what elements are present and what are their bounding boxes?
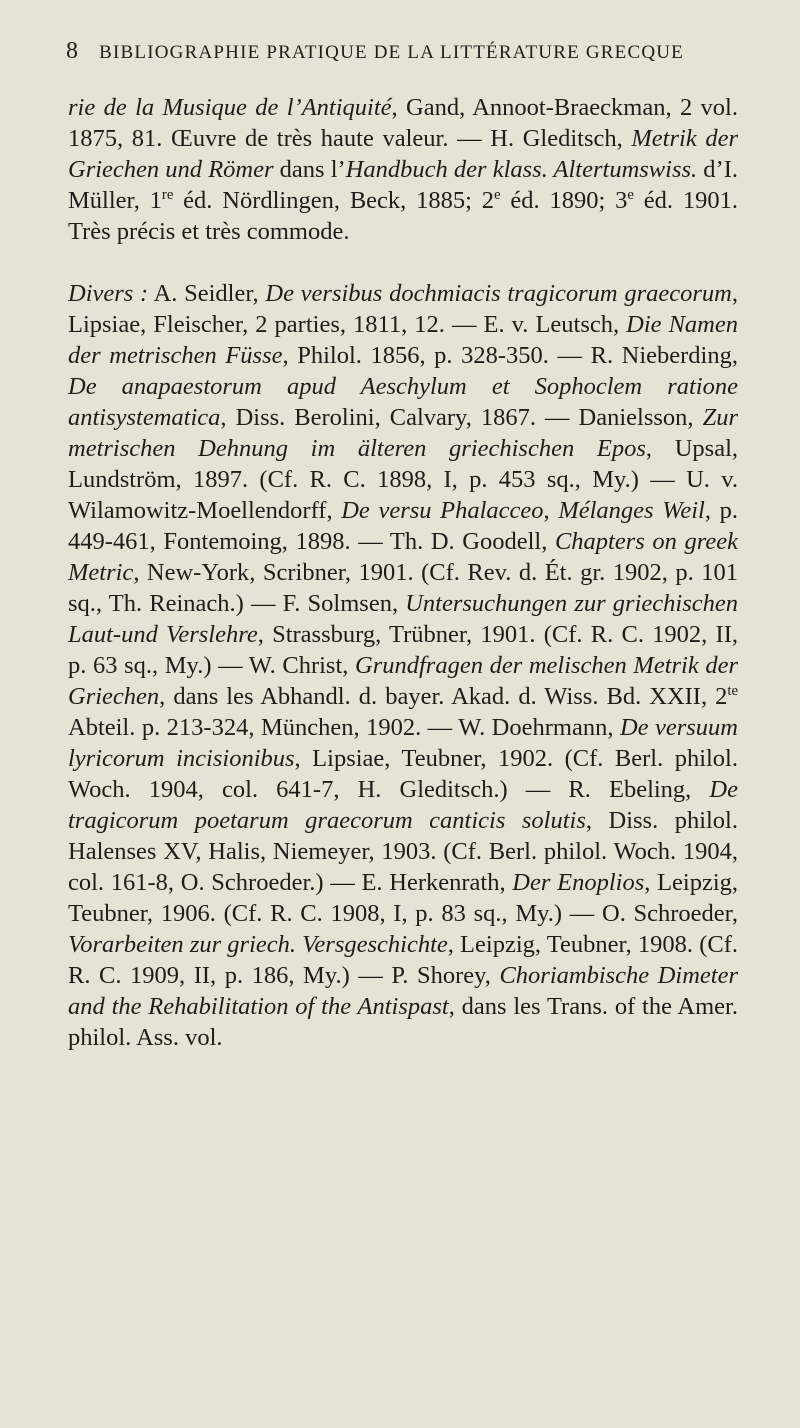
text-run: , Leipzig, Teubner, 1908. (Cf. R. C. 1909, II, p. 186, My.) — P. Shorey, [68, 931, 738, 989]
superscript: te [727, 682, 738, 699]
text-run: , Lipsiae, Teubner, 1902. (Cf. Berl. philol. Woch. 1904, col. 641-7, H. Gleditsch.) — R. Ebeling, [68, 745, 738, 803]
text-run: , [543, 497, 559, 524]
page-number: 8 [66, 38, 80, 64]
text-run: dans l’ [273, 156, 346, 183]
bibliography-paragraph [68, 278, 738, 1053]
superscript: re [161, 186, 174, 203]
italic-title: De versibus dochmiacis tragicorum graecorum [265, 280, 732, 307]
text-run: , Upsal, Lundström, 1897. (Cf. R. C. 1898, I, p. 453 sq., My.) — U. v. Wilamowitz-Moellendorff, [68, 435, 738, 524]
text-run: , p. 449-461, Fontemoing, 1898. — Th. D. Goodell, [68, 497, 738, 555]
text-run: , Leipzig, Teubner, 1906. (Cf. R. C. 1908, I, p. 83 sq., My.) — O. Schroeder, [68, 869, 739, 927]
text-run: d’I. Müller, 1 [68, 156, 738, 214]
running-header [66, 38, 726, 65]
italic-title: Die Namen der metrischen Füsse [68, 311, 738, 369]
text-run: , Philol. 1856, p. 328-350. — R. Nieberding, [282, 342, 738, 369]
italic-title: Mélanges Weil [558, 497, 705, 524]
italic-title: De versu Phalacceo [341, 497, 544, 524]
text-run: , Diss. philol. Halenses XV, Halis, Niemeyer, 1903. (Cf. Berl. philol. Woch. 1904, col. 161-8, O. Schroeder.) — E. Herkenrath, [68, 807, 738, 896]
text-run: , Gand, Annoot-Braeckman, 2 vol. 1875, 81. Œuvre de très haute valeur. — H. Gleditsch, [68, 94, 738, 152]
italic-title: Divers : [68, 280, 149, 307]
text-run: , dans les Trans. of the Amer. philol. Ass. vol. [68, 993, 738, 1051]
text-run: éd. Nördlingen, Beck, 1885; 2 [173, 187, 495, 214]
italic-title: Choriambische Dimeter and the Rehabilitation of the Antispast [68, 962, 738, 1020]
text-run: éd. 1901. Très précis et très commode. [68, 187, 739, 245]
text-run: A. Seidler, [148, 280, 266, 307]
italic-title: Grundfragen der melischen Metrik der Griechen [68, 652, 739, 710]
bibliography-paragraph [68, 92, 738, 247]
text-run: Abteil. p. 213-324, München, 1902. — W. Doehrmann, [68, 714, 620, 741]
italic-title: Vorarbeiten zur griech. Versgeschichte [68, 931, 448, 958]
italic-title: Der Enoplios [512, 869, 645, 896]
text-run: éd. 1890; 3 [500, 187, 628, 214]
superscript: e [494, 186, 501, 203]
superscript: e [627, 186, 634, 203]
italic-title: Untersuchungen zur griechischen Laut-und Verslehre [68, 590, 738, 648]
text-run: , dans les Abhandl. d. bayer. Akad. d. Wiss. Bd. XXII, 2 [159, 683, 728, 710]
italic-title: Chapters on greek Metric [68, 528, 738, 586]
italic-title: De tragicorum poetarum graecorum canticis solutis [68, 776, 738, 834]
italic-title: Handbuch der klass. Altertumswiss. [345, 156, 698, 183]
italic-title: rie de la Musique de l’Antiquité [68, 94, 392, 121]
running-title: BIBLIOGRAPHIE PRATIQUE DE LA LITTÉRATURE GRECQUE [99, 42, 684, 63]
italic-title: Zur metrischen Dehnung im älteren griechischen Epos [68, 404, 738, 462]
text-run: , Diss. Berolini, Calvary, 1867. — Danielsson, [220, 404, 703, 431]
text-run: , New-York, Scribner, 1901. (Cf. Rev. d. Ét. gr. 1902, p. 101 sq., Th. Reinach.) — F. Solmsen, [68, 559, 738, 617]
italic-title: De versuum lyricorum incisionibus [68, 714, 738, 772]
italic-title: Metrik der Griechen und Römer [68, 125, 738, 183]
text-run: , Lipsiae, Fleischer, 2 parties, 1811, 12. — E. v. Leutsch, [68, 280, 738, 338]
text-run: , Strassburg, Trübner, 1901. (Cf. R. C. 1902, II, p. 63 sq., My.) — W. Christ, [68, 621, 738, 679]
page-body [68, 92, 738, 1053]
italic-title: De anapaestorum apud Aeschylum et Sophoclem ratione antisystematica [68, 373, 738, 431]
